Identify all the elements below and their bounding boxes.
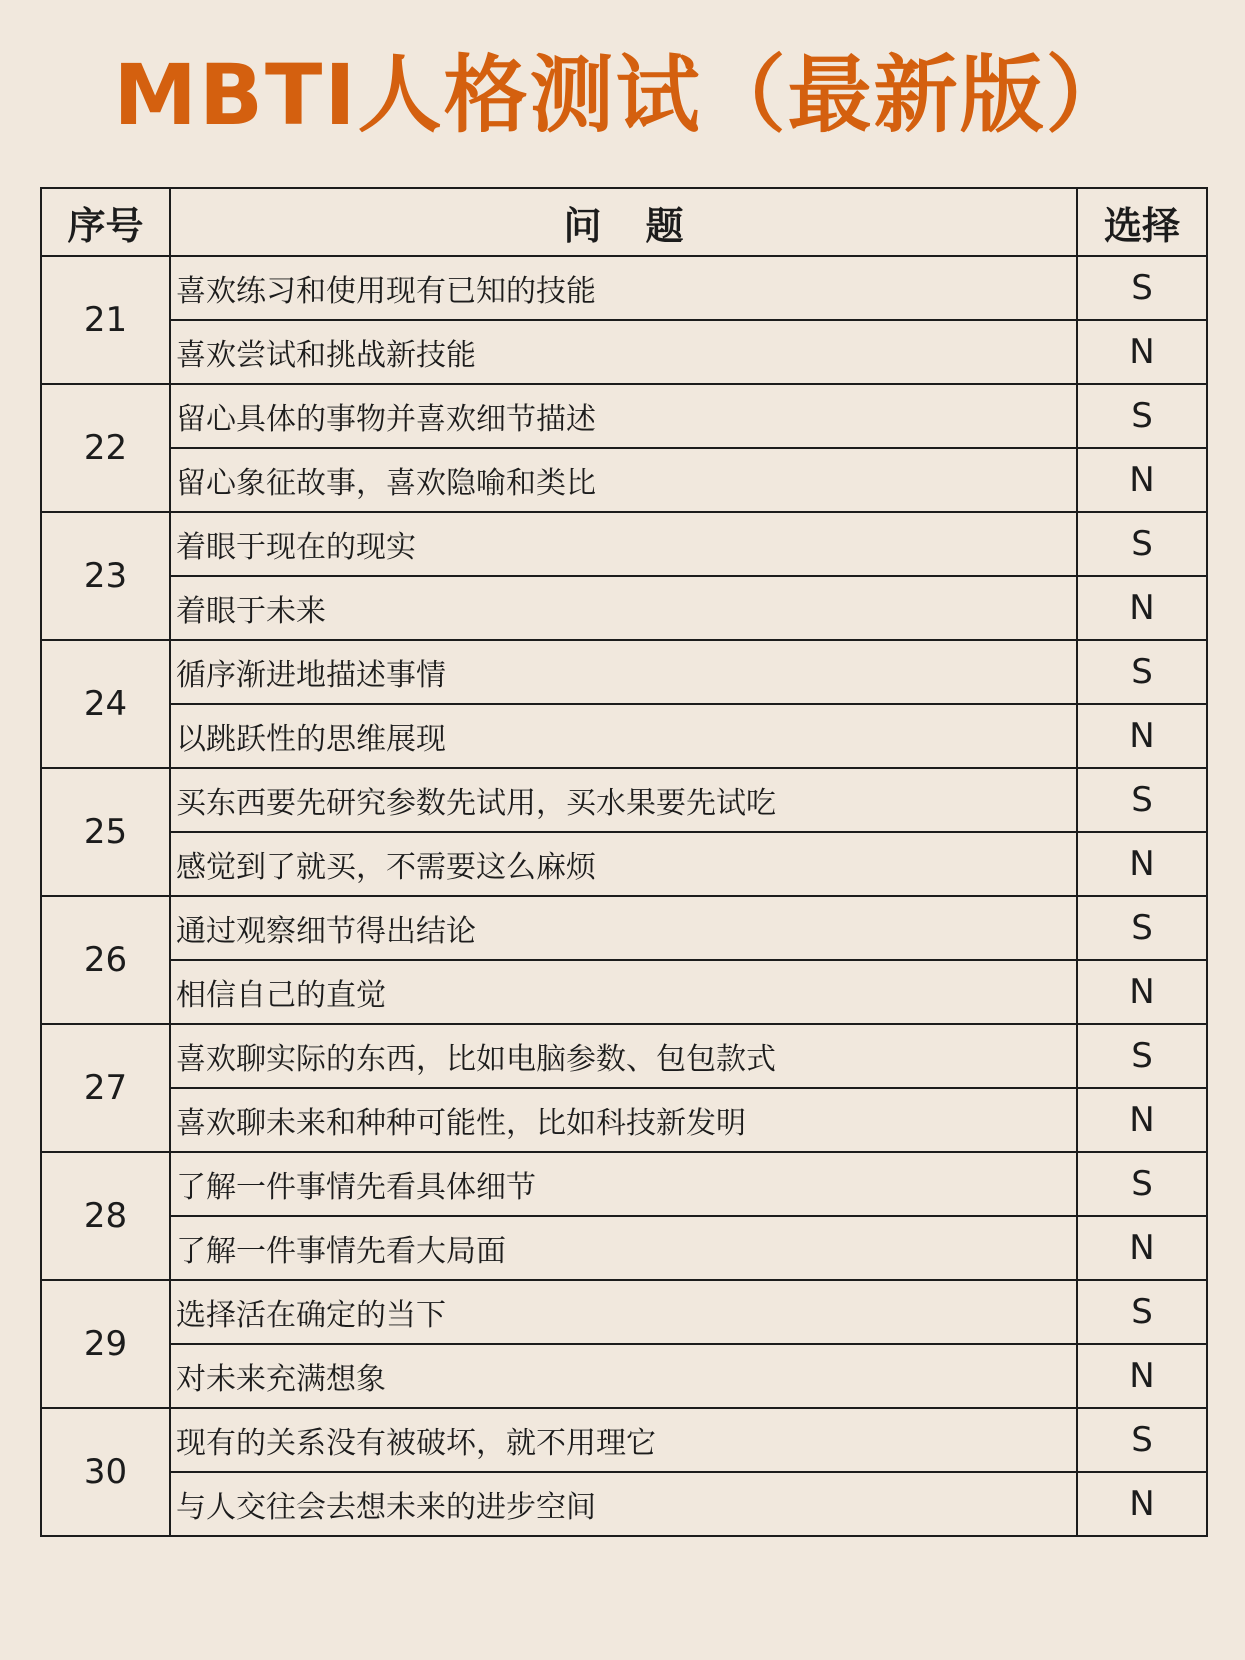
choice-letter: N <box>1077 320 1207 384</box>
question-number: 23 <box>41 512 170 640</box>
question-number: 22 <box>41 384 170 512</box>
table-row <box>41 512 1207 576</box>
question-text: 了解一件事情先看具体细节 <box>170 1152 1077 1216</box>
quiz-table <box>40 187 1208 1537</box>
choice-letter: N <box>1077 1088 1207 1152</box>
table-row <box>41 1344 1207 1408</box>
question-number: 25 <box>41 768 170 896</box>
header-question: 问题 <box>170 188 1077 256</box>
header-number: 序号 <box>41 188 170 256</box>
choice-letter: S <box>1077 256 1207 320</box>
question-text: 感觉到了就买，不需要这么麻烦 <box>170 832 1077 896</box>
question-text: 了解一件事情先看大局面 <box>170 1216 1077 1280</box>
table-row <box>41 576 1207 640</box>
table-row <box>41 1088 1207 1152</box>
question-text: 以跳跃性的思维展现 <box>170 704 1077 768</box>
question-text: 着眼于现在的现实 <box>170 512 1077 576</box>
question-text: 买东西要先研究参数先试用，买水果要先试吃 <box>170 768 1077 832</box>
question-text: 与人交往会去想未来的进步空间 <box>170 1472 1077 1536</box>
question-text: 选择活在确定的当下 <box>170 1280 1077 1344</box>
choice-letter: N <box>1077 960 1207 1024</box>
choice-letter: N <box>1077 576 1207 640</box>
question-text: 着眼于未来 <box>170 576 1077 640</box>
question-text: 现有的关系没有被破坏，就不用理它 <box>170 1408 1077 1472</box>
choice-letter: S <box>1077 896 1207 960</box>
choice-letter: S <box>1077 768 1207 832</box>
header-choice: 选择 <box>1077 188 1207 256</box>
question-number: 27 <box>41 1024 170 1152</box>
table-row <box>41 448 1207 512</box>
question-number: 21 <box>41 256 170 384</box>
question-number: 26 <box>41 896 170 1024</box>
choice-letter: S <box>1077 1152 1207 1216</box>
table-row <box>41 1472 1207 1536</box>
table-row <box>41 1216 1207 1280</box>
table-row <box>41 1024 1207 1088</box>
choice-letter: N <box>1077 704 1207 768</box>
question-text: 喜欢聊实际的东西，比如电脑参数、包包款式 <box>170 1024 1077 1088</box>
choice-letter: N <box>1077 1344 1207 1408</box>
choice-letter: N <box>1077 1472 1207 1536</box>
question-number: 30 <box>41 1408 170 1536</box>
table-row <box>41 384 1207 448</box>
table-row <box>41 320 1207 384</box>
table-row <box>41 960 1207 1024</box>
question-text: 喜欢练习和使用现有已知的技能 <box>170 256 1077 320</box>
question-text: 留心具体的事物并喜欢细节描述 <box>170 384 1077 448</box>
choice-letter: N <box>1077 832 1207 896</box>
table-row <box>41 640 1207 704</box>
question-number: 24 <box>41 640 170 768</box>
table-header-row <box>41 188 1207 256</box>
question-number: 29 <box>41 1280 170 1408</box>
table-row <box>41 1280 1207 1344</box>
choice-letter: S <box>1077 512 1207 576</box>
choice-letter: S <box>1077 384 1207 448</box>
table-row <box>41 896 1207 960</box>
table-row <box>41 768 1207 832</box>
table-row <box>41 1408 1207 1472</box>
choice-letter: S <box>1077 640 1207 704</box>
question-text: 对未来充满想象 <box>170 1344 1077 1408</box>
choice-letter: S <box>1077 1024 1207 1088</box>
choice-letter: S <box>1077 1408 1207 1472</box>
question-text: 循序渐进地描述事情 <box>170 640 1077 704</box>
question-number: 28 <box>41 1152 170 1280</box>
table-row <box>41 256 1207 320</box>
page-title: MBTI人格测试（最新版） <box>113 46 1132 144</box>
question-text: 喜欢尝试和挑战新技能 <box>170 320 1077 384</box>
question-text: 留心象征故事，喜欢隐喻和类比 <box>170 448 1077 512</box>
choice-letter: N <box>1077 1216 1207 1280</box>
table-row <box>41 832 1207 896</box>
question-text: 相信自己的直觉 <box>170 960 1077 1024</box>
table-row <box>41 704 1207 768</box>
choice-letter: S <box>1077 1280 1207 1344</box>
table-row <box>41 1152 1207 1216</box>
question-text: 通过观察细节得出结论 <box>170 896 1077 960</box>
choice-letter: N <box>1077 448 1207 512</box>
question-text: 喜欢聊未来和种种可能性，比如科技新发明 <box>170 1088 1077 1152</box>
